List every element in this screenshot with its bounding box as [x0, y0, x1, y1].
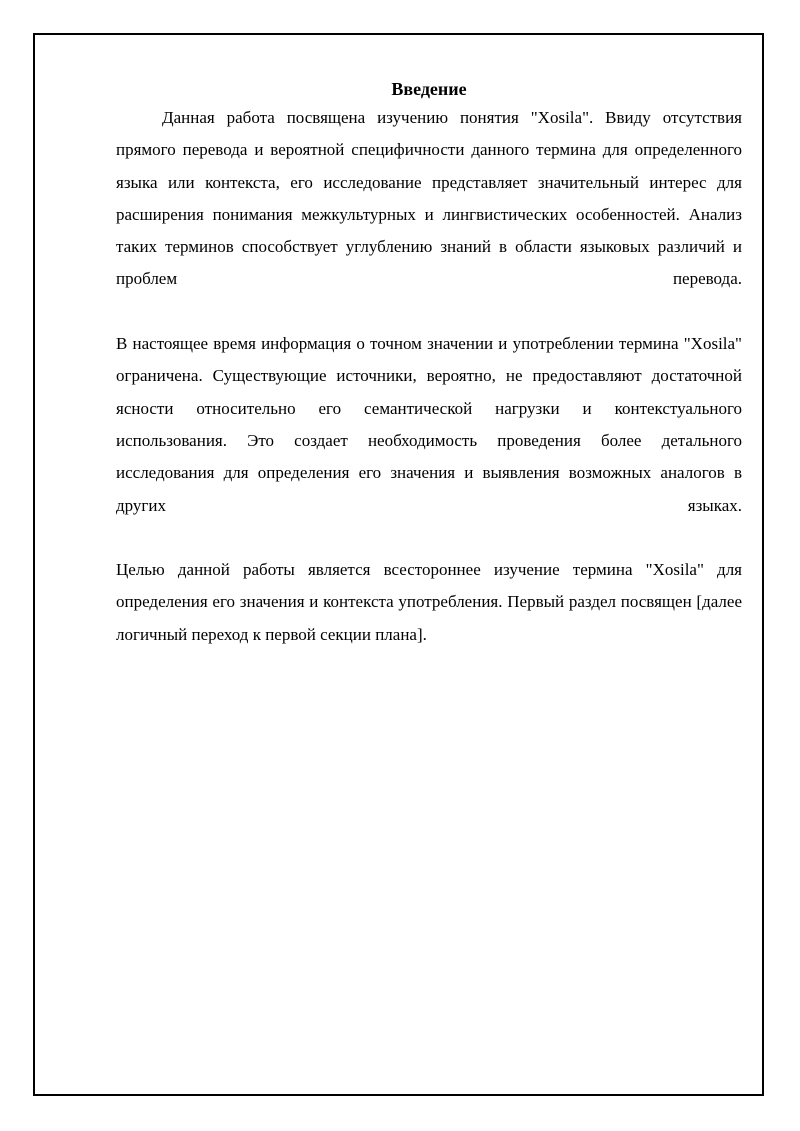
paragraph-current-state: В настоящее время информация о точном значении и употреблении термина "Xosila" ограничена. Существующие источники, вероятно, не предоставляют достаточной ясности относительно его семантической нагрузки и контекстуального использования. Это создает необходимость проведения более детального исследования для определения его значения и выявления возможных аналогов в других языках.	[116, 334, 742, 515]
paragraph-goal: Целью данной работы является всестороннее изучение термина "Xosila" для определения его значения и контекста употребления. Первый раздел посвящен [далее логичный переход к первой секции плана].	[116, 560, 742, 644]
paragraph-intro: Данная работа посвящена изучению понятия "Xosila". Ввиду отсутствия прямого перевода и вероятной специфичности данного термина для определенного языка или контекста, его исследование представляет значительный интерес для расширения понимания межкультурных и лингвистических особенностей. Анализ таких терминов способствует углублению знаний в области языковых различий и проблем перевода.	[116, 108, 742, 289]
section-heading: Введение	[391, 79, 467, 99]
document-body	[116, 70, 742, 651]
